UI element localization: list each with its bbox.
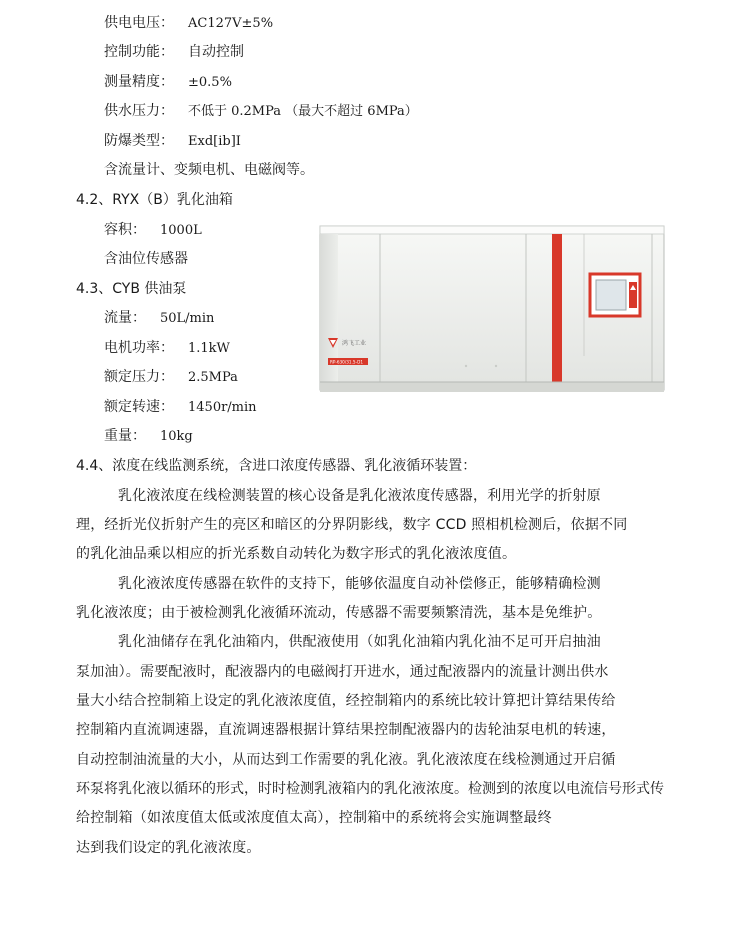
spec-value: 1000L bbox=[160, 223, 202, 238]
spec-row bbox=[104, 338, 230, 359]
paragraph-line: 泵加油）。需要配液时，配液器内的电磁阀打开进水，通过配液器内的流量计测出供水 bbox=[76, 664, 609, 680]
spec-value: 50L/min bbox=[160, 311, 215, 326]
spec-value: 自动控制 bbox=[188, 44, 244, 60]
spec-label: 控制功能： bbox=[104, 44, 174, 60]
paragraph-line: 乳化液浓度传感器在软件的支持下，能够依温度自动补偿修正，能够精确检测 bbox=[118, 576, 601, 592]
spec-label: 电机功率： bbox=[104, 340, 174, 356]
spec-value: 10kg bbox=[160, 429, 193, 444]
spec-value: AC127V±5% bbox=[188, 16, 274, 31]
emulsion-pump-station-image bbox=[316, 216, 668, 394]
spec-label: 重量： bbox=[104, 428, 146, 444]
spec-row bbox=[104, 397, 257, 418]
spec-value: Exd[ib]I bbox=[188, 134, 241, 149]
paragraph-line: 自动控制油流量的大小，从而达到工作需要的乳化液。乳化液浓度在线检测通过开启循 bbox=[76, 752, 616, 768]
spec-value: 2.5MPa bbox=[188, 370, 238, 385]
paragraph-line: 乳化油储存在乳化油箱内，供配液使用（如乳化油箱内乳化油不足可开启抽油 bbox=[118, 634, 601, 650]
svg-text:鸿飞工业: 鸿飞工业 bbox=[342, 340, 367, 347]
spec-row bbox=[104, 42, 244, 62]
spec-label: 防爆类型： bbox=[104, 133, 174, 149]
paragraph-line: 给控制箱（如浓度值太低或浓度值太高），控制箱中的系统将会实施调整最终 bbox=[76, 810, 552, 826]
spec-label: 容积： bbox=[104, 222, 146, 238]
spec-label: 供电电压： bbox=[104, 15, 174, 31]
spec-row bbox=[104, 308, 214, 329]
spec-value: 1.1kW bbox=[188, 341, 230, 356]
paragraph-line: 的乳化油品乘以相应的折光系数自动转化为数字形式的乳化液浓度值。 bbox=[76, 546, 517, 562]
svg-text:RP-630/31.5-D1: RP-630/31.5-D1 bbox=[330, 359, 363, 365]
oil-level-note: 含油位传感器 bbox=[104, 251, 188, 267]
spec-row bbox=[104, 101, 418, 122]
paragraph-line: 控制箱内直流调速器，直流调速器根据计算结果控制配液器内的齿轮油泵电机的转速， bbox=[76, 722, 616, 738]
spec-value: 1450r/min bbox=[188, 400, 257, 415]
paragraph-line: 乳化液浓度；由于被检测乳化液循环流动，传感器不需要频繁清洗，基本是免维护。 bbox=[76, 605, 602, 621]
spec-row bbox=[104, 426, 193, 447]
spec-label: 额定压力： bbox=[104, 369, 174, 385]
section-heading-4-4: 4.4、浓度在线监测系统，含进口浓度传感器、乳化液循环装置： bbox=[76, 458, 477, 474]
spec-label: 额定转速： bbox=[104, 399, 174, 415]
spec-value: ±0.5% bbox=[188, 75, 232, 90]
spec-value: 不低于 0.2MPa （最大不超过 6MPa） bbox=[188, 104, 418, 119]
components-note: 含流量计、变频电机、电磁阀等。 bbox=[104, 162, 314, 178]
spec-label: 流量： bbox=[104, 310, 146, 326]
spec-row bbox=[104, 13, 273, 34]
paragraph-line: 环泵将乳化液以循环的形式，时时检测乳液箱内的乳化液浓度。检测到的浓度以电流信号形式传 bbox=[76, 781, 664, 797]
paragraph-line: 乳化液浓度在线检测装置的核心设备是乳化液浓度传感器，利用光学的折射原 bbox=[118, 488, 601, 504]
spec-label: 供水压力： bbox=[104, 103, 174, 119]
paragraph-line: 量大小结合控制箱上设定的乳化液浓度值，经控制箱内的系统比较计算把计算结果传给 bbox=[76, 693, 616, 709]
spec-label: 测量精度： bbox=[104, 74, 174, 90]
spec-row bbox=[104, 220, 202, 241]
section-heading-4-2: 4.2、RYX（B）乳化油箱 bbox=[76, 192, 233, 208]
paragraph-line: 理，经折光仪折射产生的亮区和暗区的分界阴影线，数字 CCD 照相机检测后，依据不同 bbox=[76, 517, 628, 533]
paragraph-line: 达到我们设定的乳化液浓度。 bbox=[76, 840, 261, 856]
spec-row bbox=[104, 131, 241, 152]
brand-logo-icon bbox=[328, 338, 366, 348]
section-heading-4-3: 4.3、CYB 供油泵 bbox=[76, 281, 187, 297]
spec-row bbox=[104, 367, 238, 388]
spec-row bbox=[104, 72, 232, 93]
